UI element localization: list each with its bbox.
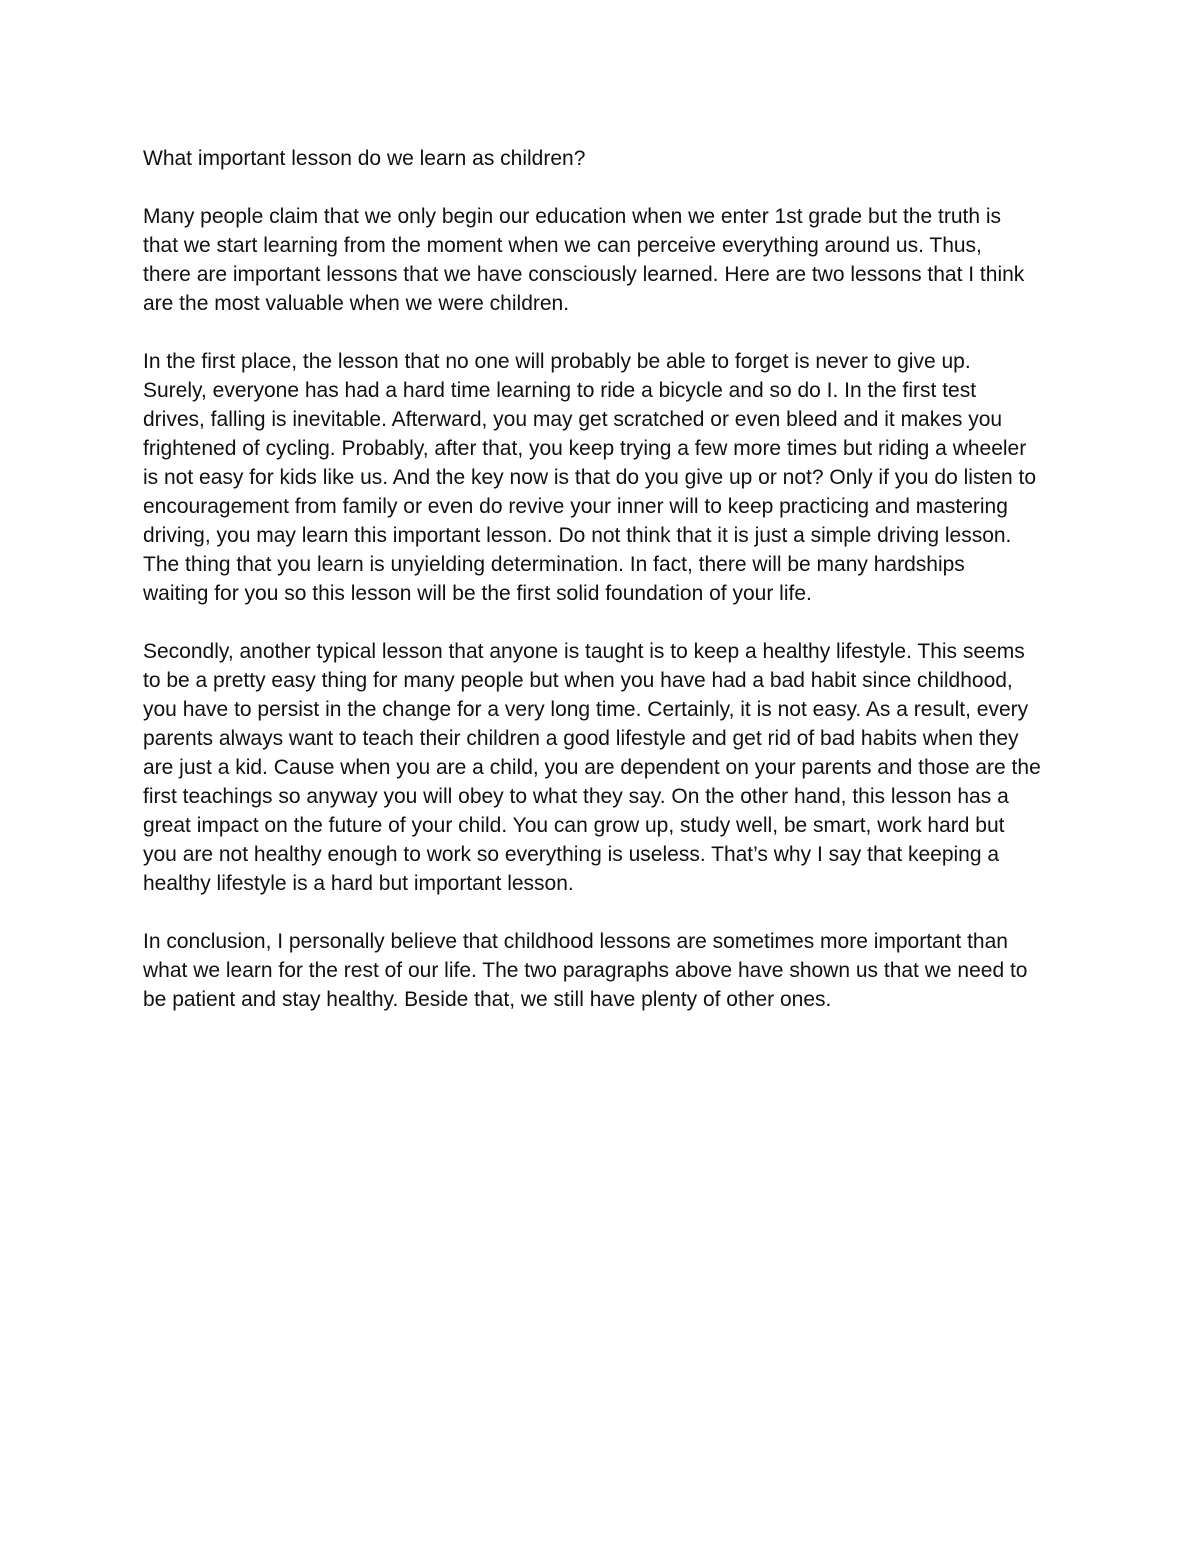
- paragraph-line: you are not healthy enough to work so everything is useless. That’s why I say that keeping a: [143, 843, 1000, 866]
- essay-title: What important lesson do we learn as children?: [143, 147, 586, 170]
- paragraph-line: The thing that you learn is unyielding determination. In fact, there will be many hardships: [143, 553, 965, 576]
- paragraph-second-lesson: [143, 637, 1058, 898]
- paragraph-line: encouragement from family or even do revive your inner will to keep practicing and mastering: [143, 495, 1008, 518]
- paragraph-line: there are important lessons that we have consciously learned. Here are two lessons that I think: [143, 263, 1025, 286]
- paragraph-line: Many people claim that we only begin our education when we enter 1st grade but the truth is: [143, 205, 1002, 228]
- paragraph-line: is not easy for kids like us. And the key now is that do you give up or not? Only if you do listen to: [143, 466, 1036, 489]
- paragraph-line: In conclusion, I personally believe that childhood lessons are sometimes more important than: [143, 930, 1008, 953]
- paragraph-line: are the most valuable when we were children.: [143, 292, 570, 315]
- paragraph-line: Secondly, another typical lesson that anyone is taught is to keep a healthy lifestyle. This seems: [143, 640, 1025, 663]
- paragraph-line: healthy lifestyle is a hard but important lesson.: [143, 872, 574, 895]
- paragraph-line: first teachings so anyway you will obey to what they say. On the other hand, this lesson has a: [143, 785, 1009, 808]
- paragraph-line: that we start learning from the moment when we can perceive everything around us. Thus,: [143, 234, 982, 257]
- paragraph-intro: [143, 202, 1058, 318]
- paragraph-conclusion: [143, 927, 1058, 1014]
- paragraph-line: are just a kid. Cause when you are a child, you are dependent on your parents and those are the: [143, 756, 1041, 779]
- paragraph-line: to be a pretty easy thing for many people but when you have had a bad habit since childhood,: [143, 669, 1013, 692]
- paragraph-line: you have to persist in the change for a very long time. Certainly, it is not easy. As a result, every: [143, 698, 1029, 721]
- paragraph-line: be patient and stay healthy. Beside that, we still have plenty of other ones.: [143, 988, 832, 1011]
- paragraph-line: frightened of cycling. Probably, after that, you keep trying a few more times but riding a wheeler: [143, 437, 1027, 460]
- paragraph-line: parents always want to teach their children a good lifestyle and get rid of bad habits when they: [143, 727, 1019, 750]
- paragraph-line: great impact on the future of your child. You can grow up, study well, be smart, work hard but: [143, 814, 1005, 837]
- paragraph-line: driving, you may learn this important lesson. Do not think that it is just a simple driving lesson.: [143, 524, 1012, 547]
- paragraph-first-lesson: [143, 347, 1058, 608]
- paragraph-line: what we learn for the rest of our life. The two paragraphs above have shown us that we need to: [143, 959, 1028, 982]
- paragraph-line: drives, falling is inevitable. Afterward, you may get scratched or even bleed and it makes you: [143, 408, 1003, 431]
- paragraph-line: In the first place, the lesson that no one will probably be able to forget is never to give up.: [143, 350, 971, 373]
- paragraph-line: Surely, everyone has had a hard time learning to ride a bicycle and so do I. In the first test: [143, 379, 977, 402]
- paragraph-line: waiting for you so this lesson will be the first solid foundation of your life.: [143, 582, 812, 605]
